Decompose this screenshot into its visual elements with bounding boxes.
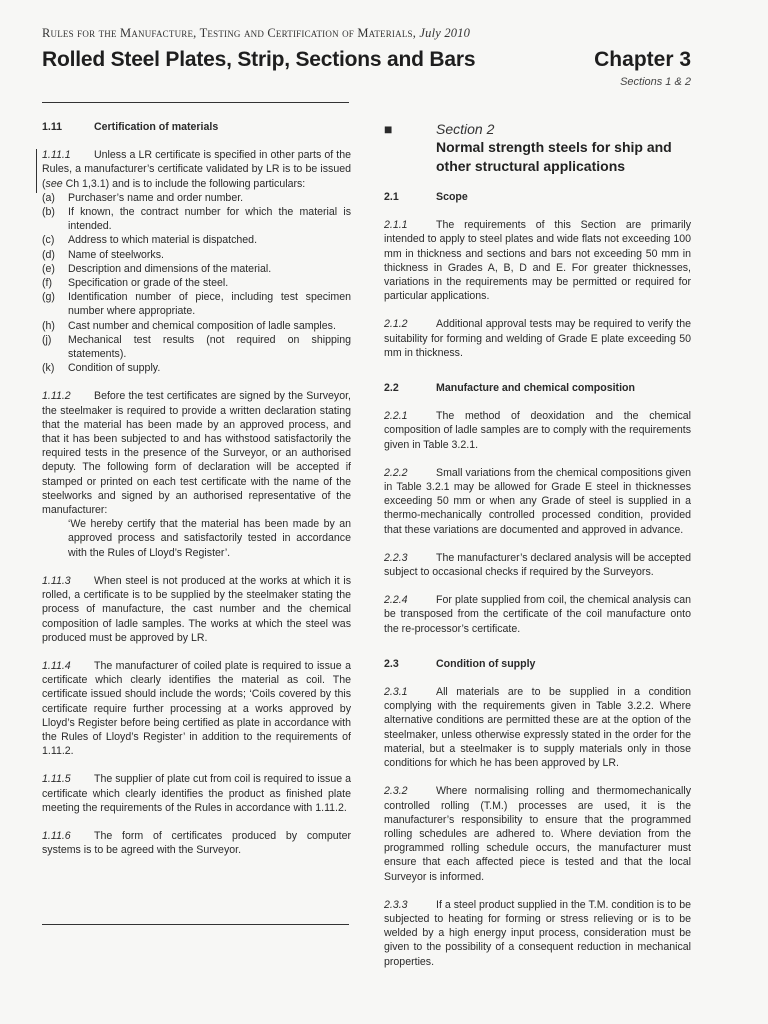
running-date: July 2010 bbox=[419, 26, 471, 40]
paragraph-2-3-2: 2.3.2 Where normalising rolling and thermomechanically controlled rolling (T.M.) processes are used, it is the manufacturer’s responsibility to ensure that the programmed rolling schedules are adhered to. Where deviation from the programmed rolling schedule occurs, the manufacturer must ensure that each affected piece is tested and that the local Surveyor is informed. bbox=[384, 785, 691, 883]
list-item: (g) Identification number of piece, including test specimen number where appropriate. bbox=[42, 291, 351, 318]
list-item: (b) If known, the contract number for which the material is intended. bbox=[42, 206, 351, 233]
running-header bbox=[42, 26, 470, 41]
declaration-quote: ‘We hereby certify that the material has been made by an approved process and satisfactorily tested in accordance with the Rules of Lloyd’s Register’. bbox=[68, 518, 351, 559]
document-title: Rolled Steel Plates, Strip, Sections and Bars bbox=[42, 48, 476, 71]
running-title: Rules for the Manufacture, Testing and Certification of Materials, bbox=[42, 26, 417, 40]
paragraph-2-3-1: 2.3.1 All materials are to be supplied in a condition complying with the requirements given in Table 3.2.2. Where alternative conditions are permitted these are at the option of the steelmaker, unless otherwise expressly stated in the order for the material, but a steelmaker is to supply materials only in those conditions for which he has been approved by LR. bbox=[384, 686, 691, 770]
paragraph-2-2-1: 2.2.1 The method of deoxidation and the chemical composition of ladle samples are to comply with the requirements given in Table 3.2.1. bbox=[384, 410, 691, 451]
heading-2-1: 2.1 Scope bbox=[384, 191, 468, 203]
paragraph-2-1-2: 2.1.2 Additional approval tests may be required to verify the suitability for forming and welding of Grade E plate exceeding 50 mm in thickness. bbox=[384, 318, 691, 359]
paragraph-2-2-4: 2.2.4 For plate supplied from coil, the chemical analysis can be transposed from the certificate of the coil manufacture onto the re-processor’s certificate. bbox=[384, 594, 691, 635]
list-item: (j) Mechanical test results (not required on shipping statements). bbox=[42, 333, 351, 361]
paragraph-1-11-4: 1.11.4 The manufacturer of coiled plate is required to issue a certificate which clearly identifies the material as coil. The certificate issued should include the words; ‘Coils covered by this certificate require further processing at a works approved by Lloyd’s Register before being certified as plate in accordance with the Rules of Lloyd’s Register’ in addition to the requirements of 1.11.2. bbox=[42, 659, 351, 758]
section-2-header bbox=[384, 120, 691, 176]
heading-2-2: 2.2 Manufacture and chemical composition bbox=[384, 382, 635, 395]
particulars-list bbox=[42, 191, 351, 376]
paragraph-2-2-3: 2.2.3 The manufacturer’s declared analysis will be accepted subject to occasional checks if required by the Surveyors. bbox=[384, 551, 691, 579]
paragraph-2-3-3: 2.3.3 If a steel product supplied in the T.M. condition is to be subjected to heating for forming or stress relieving or is to be welded by a high energy input process, consideration must be given to the possibility of a consequent reduction in mechanical properties. bbox=[384, 898, 691, 968]
list-item: (e) Description and dimensions of the material. bbox=[42, 262, 272, 275]
left-column bbox=[42, 120, 351, 857]
paragraph-1-11-2: 1.11.2 Before the test certificates are signed by the Surveyor, the steelmaker is required to provide a written declaration stating that the material has been made by an approved process, and that it has been subjected to and has withstood satisfactorily the required tests in the presence of the Surveyor, or an authorised deputy. The following form of declaration will be accepted if stamped or printed on each test certificate with the name of the steelworks and signed by an authorised representative of the manufacturer: bbox=[42, 390, 351, 517]
list-item: (c) Address to which material is dispatched. bbox=[42, 234, 258, 247]
paragraph-1-11-6: 1.11.6 The form of certificates produced by computer systems is to be agreed with the Surveyor. bbox=[42, 829, 351, 857]
paragraph-2-1-1: 2.1.1 The requirements of this Section are primarily intended to apply to steel plates and wide flats not exceeding 100 mm in thickness and sections and bars not exceeding 50 mm in thickness in Grades A, B, D and E. For greater thicknesses, variations in the requirements may be permitted or required for particular applications. bbox=[384, 219, 691, 303]
right-column bbox=[384, 120, 691, 969]
paragraph-1-11-5: 1.11.5 The supplier of plate cut from coil is required to issue a certificate which clearly identifies the product as finished plate meeting the requirements of the Rules in accordance with 1.11.2. bbox=[42, 773, 351, 814]
list-item: (d) Name of steelworks. bbox=[42, 248, 164, 261]
paragraph-1-11-1: 1.11.1 Unless a LR certificate is specified in other parts of the Rules, a manufacturer’s certificate validated by LR is to be issued (see Ch 1,3.1) and is to include the following particulars: bbox=[42, 149, 351, 190]
change-bar bbox=[36, 149, 37, 193]
list-item: (k) Condition of supply. bbox=[42, 362, 161, 375]
section-label: Section 2 bbox=[436, 121, 495, 137]
section-marker-icon: ■ bbox=[384, 121, 393, 137]
chapter-label: Chapter 3 bbox=[594, 48, 691, 71]
list-item: (f) Specification or grade of the steel. bbox=[42, 277, 229, 290]
heading-1-11: 1.11 Certification of materials bbox=[42, 121, 219, 133]
paragraph-1-11-3: 1.11.3 When steel is not produced at the works at which it is rolled, a certificate is to be supplied by the steelmaker stating the process of manufacture, the cast number and the chemical composition of ladle samples. The works at which the steel was produced must be approved by LR. bbox=[42, 574, 351, 644]
heading-2-3: 2.3 Condition of supply bbox=[384, 657, 536, 670]
bottom-rule bbox=[42, 924, 349, 925]
section-title: Normal strength steels for ship and other structural applications bbox=[436, 139, 672, 174]
paragraph-2-2-2: 2.2.2 Small variations from the chemical compositions given in Table 3.2.1 may be allowed for Grade E steel in thicknesses exceeding 50 mm or when any Grade of steel is supplied in a thermo-mechanically controlled processed condition, provided that these variations are documented and approved in advance. bbox=[384, 466, 691, 536]
top-rule bbox=[42, 102, 349, 103]
list-item: (h) Cast number and chemical composition of ladle samples. bbox=[42, 319, 336, 332]
sections-label: Sections 1 & 2 bbox=[620, 76, 691, 88]
list-item: (a) Purchaser’s name and order number. bbox=[42, 191, 244, 204]
